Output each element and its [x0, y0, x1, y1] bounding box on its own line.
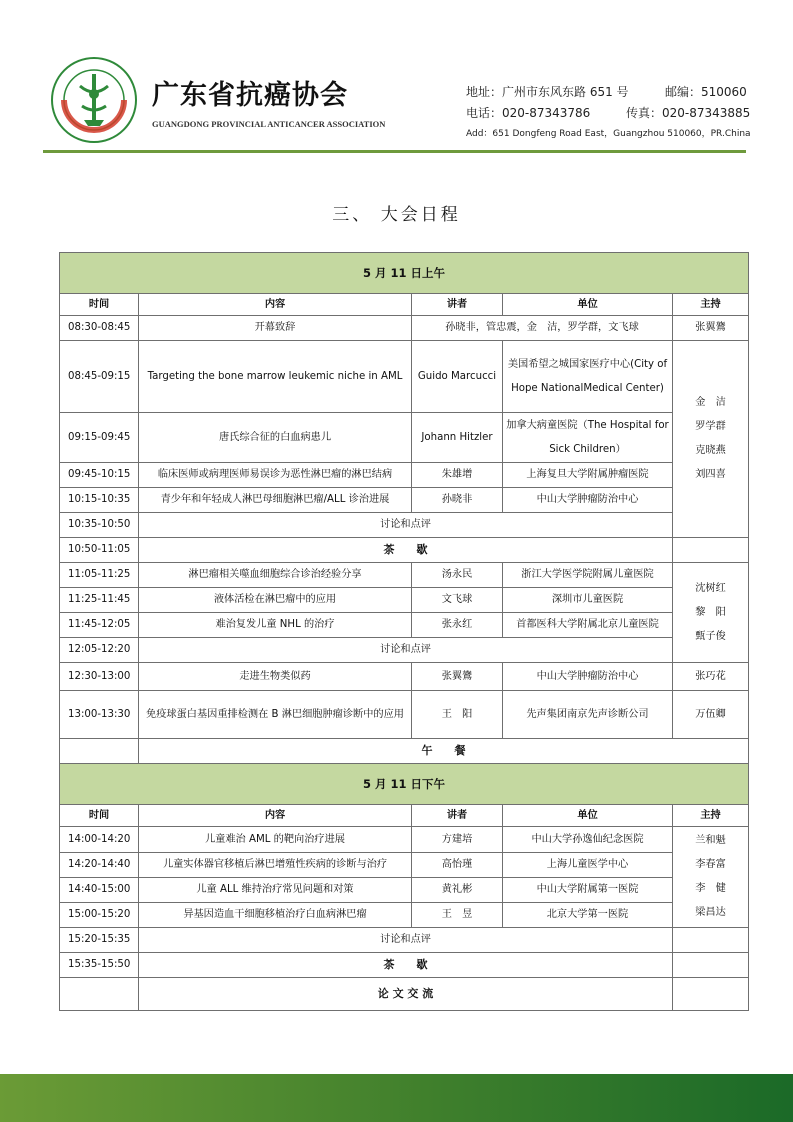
- table-row: [60, 691, 749, 739]
- time-cell: 14:40-15:00: [60, 878, 139, 903]
- table-row: [60, 563, 749, 588]
- unit-cell: 深圳市儿童医院: [503, 588, 673, 613]
- speaker-cell: 汤永民: [412, 563, 503, 588]
- host-cell-group1: [673, 341, 749, 538]
- host-name: 沈树红: [695, 582, 726, 594]
- time-cell: 14:00-14:20: [60, 827, 139, 853]
- org-name-cn: 广东省抗癌协会: [152, 80, 348, 111]
- host-cell: 万伍卿: [673, 691, 749, 739]
- table-row: [60, 953, 749, 978]
- time-cell: 15:00-15:20: [60, 903, 139, 928]
- time-cell: 12:05-12:20: [60, 638, 139, 663]
- tea-break-cell: 茶 歇: [139, 953, 673, 978]
- org-name-en: GUANGDONG PROVINCIAL ANTICANCER ASSOCIATION: [152, 119, 386, 129]
- unit-cell: 北京大学第一医院: [503, 903, 673, 928]
- afternoon-title: 5 月 11 日下午: [60, 764, 749, 805]
- table-row: [60, 341, 749, 413]
- unit-cell: 中山大学肿瘤防治中心: [503, 488, 673, 513]
- col-host: 主持: [673, 805, 749, 827]
- speaker-cell: 孙晓非: [412, 488, 503, 513]
- association-logo: [50, 56, 138, 144]
- morning-band: [60, 253, 749, 294]
- host-cell: 张巧花: [673, 663, 749, 691]
- speaker-cell: 朱雄增: [412, 463, 503, 488]
- host-name: 刘四喜: [695, 469, 726, 480]
- unit-cell: 首都医科大学附属北京儿童医院: [503, 613, 673, 638]
- time-cell: 08:30-08:45: [60, 316, 139, 341]
- col-time: 时间: [60, 294, 139, 316]
- content-cell: Targeting the bone marrow leukemic niche in AML: [139, 341, 412, 413]
- content-cell: 开幕致辞: [139, 316, 412, 341]
- speaker-cell: 黄礼彬: [412, 878, 503, 903]
- col-unit: 单位: [503, 805, 673, 827]
- time-cell: 10:50-11:05: [60, 538, 139, 563]
- host-name: 罗学群: [695, 421, 726, 432]
- unit-cell: 加拿大病童医院（The Hospital for Sick Children）: [503, 413, 673, 463]
- host-name: 甄子俊: [695, 630, 726, 642]
- host-cell: [673, 538, 749, 563]
- content-cell: 异基因造血干细胞移植治疗白血病淋巴瘤: [139, 903, 412, 928]
- unit-cell: 上海儿童医学中心: [503, 853, 673, 878]
- host-cell: [673, 928, 749, 953]
- discussion-cell: 讨论和点评: [139, 513, 673, 538]
- time-cell: 10:35-10:50: [60, 513, 139, 538]
- time-cell: [60, 978, 139, 1011]
- table-row: [60, 538, 749, 563]
- unit-cell: 美国希望之城国家医疗中心(City of Hope NationalMedical Center): [503, 341, 673, 413]
- address: 地址：广州市东风东路 651 号: [466, 85, 629, 99]
- time-cell: 14:20-14:40: [60, 853, 139, 878]
- speaker-cell: 王 阳: [412, 691, 503, 739]
- time-cell: 09:15-09:45: [60, 413, 139, 463]
- content-cell: 青少年和年轻成人淋巴母细胞淋巴瘤/ALL 诊治进展: [139, 488, 412, 513]
- postcode: 邮编：510060: [665, 85, 747, 99]
- col-time: 时间: [60, 805, 139, 827]
- unit-cell: 先声集团南京先声诊断公司: [503, 691, 673, 739]
- content-cell: 液体活检在淋巴瘤中的应用: [139, 588, 412, 613]
- host-name: 李春富: [695, 859, 726, 870]
- speaker-cell: 张永红: [412, 613, 503, 638]
- content-cell: 淋巴瘤相关噬血细胞综合诊治经验分享: [139, 563, 412, 588]
- speaker-cell: 孙晓非，管忠震，金 洁，罗学群，文飞球: [412, 316, 673, 341]
- table-row: [60, 903, 749, 928]
- content-cell: 儿童 ALL 维持治疗常见问题和对策: [139, 878, 412, 903]
- footer-bar: [0, 1074, 793, 1122]
- schedule-table: [59, 252, 749, 1011]
- table-row: [60, 878, 749, 903]
- speaker-cell: Guido Marcucci: [412, 341, 503, 413]
- host-name: 黎 阳: [695, 606, 726, 618]
- table-row: [60, 638, 749, 663]
- speaker-cell: 高怡瑾: [412, 853, 503, 878]
- time-cell: 11:05-11:25: [60, 563, 139, 588]
- header-rule: [43, 150, 746, 153]
- discussion-cell: 讨论和点评: [139, 928, 673, 953]
- paper-exchange-cell: 论 文 交 流: [139, 978, 673, 1011]
- table-row: [60, 739, 749, 764]
- host-cell: 张翼鷟: [673, 316, 749, 341]
- content-cell: 儿童实体器官移植后淋巴增殖性疾病的诊断与治疗: [139, 853, 412, 878]
- table-row: [60, 413, 749, 463]
- speaker-cell: 张翼鷟: [412, 663, 503, 691]
- col-host: 主持: [673, 294, 749, 316]
- host-name: 李 健: [695, 883, 726, 894]
- time-cell: 08:45-09:15: [60, 341, 139, 413]
- time-cell: 15:35-15:50: [60, 953, 139, 978]
- time-cell: 09:45-10:15: [60, 463, 139, 488]
- host-cell: [673, 978, 749, 1011]
- time-cell: [60, 739, 139, 764]
- column-header-row: [60, 294, 749, 316]
- morning-title: 5 月 11 日上午: [60, 253, 749, 294]
- col-speaker: 讲者: [412, 294, 503, 316]
- col-speaker: 讲者: [412, 805, 503, 827]
- host-name: 克晓燕: [695, 445, 726, 456]
- table-row: [60, 316, 749, 341]
- col-content: 内容: [139, 294, 412, 316]
- tea-break-cell: 茶 歇: [139, 538, 673, 563]
- content-cell: 唐氏综合征的白血病患儿: [139, 413, 412, 463]
- content-cell: 走进生物类似药: [139, 663, 412, 691]
- speaker-cell: 文飞球: [412, 588, 503, 613]
- table-row: [60, 978, 749, 1011]
- phone: 电话：020-87343786: [466, 106, 591, 120]
- content-cell: 难治复发儿童 NHL 的治疗: [139, 613, 412, 638]
- table-row: [60, 463, 749, 488]
- address-en: Add：651 Dongfeng Road East，Guangzhou 510060，PR.China: [466, 129, 751, 139]
- content-cell: 儿童难治 AML 的靶向治疗进展: [139, 827, 412, 853]
- lunch-cell: 午 餐: [139, 739, 749, 764]
- discussion-cell: 讨论和点评: [139, 638, 673, 663]
- time-cell: 11:25-11:45: [60, 588, 139, 613]
- host-name: 梁昌达: [695, 907, 726, 918]
- afternoon-band: [60, 764, 749, 805]
- host-cell: [673, 953, 749, 978]
- col-unit: 单位: [503, 294, 673, 316]
- time-cell: 15:20-15:35: [60, 928, 139, 953]
- speaker-cell: 方建培: [412, 827, 503, 853]
- table-row: [60, 488, 749, 513]
- section-title: 三、 大会日程: [332, 205, 461, 225]
- time-cell: 12:30-13:00: [60, 663, 139, 691]
- table-row: [60, 663, 749, 691]
- host-cell-group2: [673, 563, 749, 663]
- table-row: [60, 928, 749, 953]
- time-cell: 11:45-12:05: [60, 613, 139, 638]
- unit-cell: 中山大学肿瘤防治中心: [503, 663, 673, 691]
- unit-cell: 中山大学孙逸仙纪念医院: [503, 827, 673, 853]
- host-cell-group3: [673, 827, 749, 928]
- table-row: [60, 613, 749, 638]
- content-cell: 临床医师或病理医师易误诊为恶性淋巴瘤的淋巴结病: [139, 463, 412, 488]
- host-name: 金 洁: [695, 397, 726, 408]
- host-name: 兰和魁: [695, 835, 726, 846]
- table-row: [60, 827, 749, 853]
- speaker-cell: 王 昱: [412, 903, 503, 928]
- table-row: [60, 588, 749, 613]
- col-content: 内容: [139, 805, 412, 827]
- unit-cell: 上海复旦大学附属肿瘤医院: [503, 463, 673, 488]
- table-row: [60, 513, 749, 538]
- unit-cell: 浙江大学医学院附属儿童医院: [503, 563, 673, 588]
- fax: 传真：020-87343885: [626, 106, 751, 120]
- time-cell: 10:15-10:35: [60, 488, 139, 513]
- letterhead: [0, 0, 793, 160]
- content-cell: 免疫球蛋白基因重排检测在 B 淋巴细胞肿瘤诊断中的应用: [139, 691, 412, 739]
- time-cell: 13:00-13:30: [60, 691, 139, 739]
- column-header-row: [60, 805, 749, 827]
- unit-cell: 中山大学附属第一医院: [503, 878, 673, 903]
- speaker-cell: Johann Hitzler: [412, 413, 503, 463]
- table-row: [60, 853, 749, 878]
